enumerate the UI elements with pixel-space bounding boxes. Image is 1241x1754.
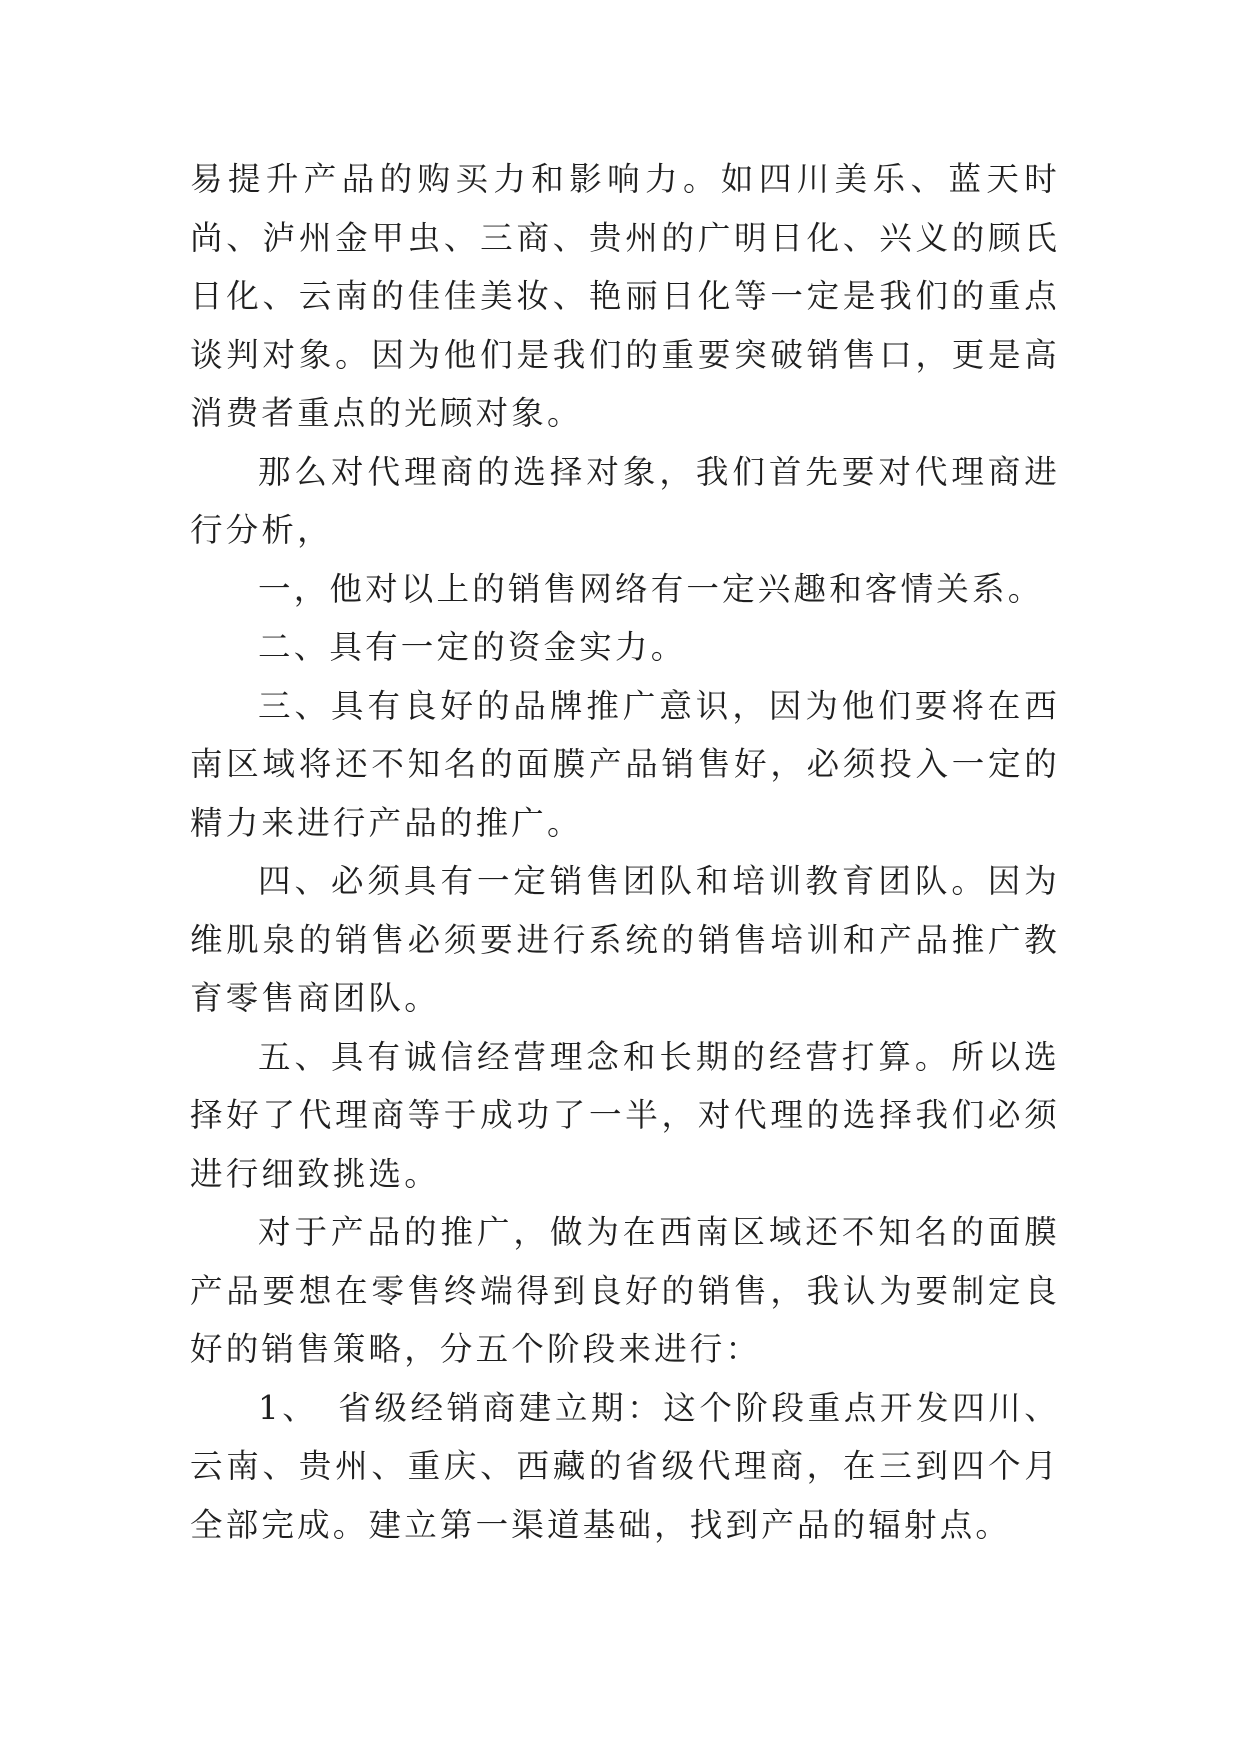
paragraph-agent-selection-intro: 那么对代理商的选择对象，我们首先要对代理商进行分析， <box>190 452 1060 549</box>
paragraph-criterion-2: 二、具有一定的资金实力。 <box>258 628 687 666</box>
paragraph-criterion-5: 五、具有诚信经营理念和长期的经营打算。所以选择好了代理商等于成功了一半，对代理的选择我们必须进行细致挑选。 <box>190 1037 1060 1193</box>
paragraph-promotion-intro: 对于产品的推广，做为在西南区域还不知名的面膜产品要想在零售终端得到良好的销售，我认为要制定良好的销售策略，分五个阶段来进行： <box>190 1213 1060 1368</box>
paragraph-criterion-3: 三、具有良好的品牌推广意识，因为他们要将在西南区域将还不知名的面膜产品销售好，必须投入一定的精力来进行产品的推广。 <box>190 686 1060 842</box>
paragraph-criterion-1: 一，他对以上的销售网络有一定兴趣和客情关系。 <box>258 569 1044 608</box>
paragraph-continuation: 易提升产品的购买力和影响力。如四川美乐、蓝天时尚、泸州金甲虫、三商、贵州的广明日化、兴义的顾氏日化、云南的佳佳美妆、艳丽日化等一定是我们的重点谈判对象。因为他们是我们的重要突破销售口，更是高消费者重点的光顾对象。 <box>190 160 1060 432</box>
document-body <box>190 150 1060 1554</box>
paragraph-stage-1: 1、 省级经销商建立期：这个阶段重点开发四川、云南、贵州、重庆、西藏的省级代理商，在三到四个月全部完成。建立第一渠道基础，找到产品的辐射点。 <box>190 1388 1060 1544</box>
paragraph-criterion-4: 四、必须具有一定销售团队和培训教育团队。因为维肌泉的销售必须要进行系统的销售培训和产品推广教育零售商团队。 <box>190 862 1060 1017</box>
